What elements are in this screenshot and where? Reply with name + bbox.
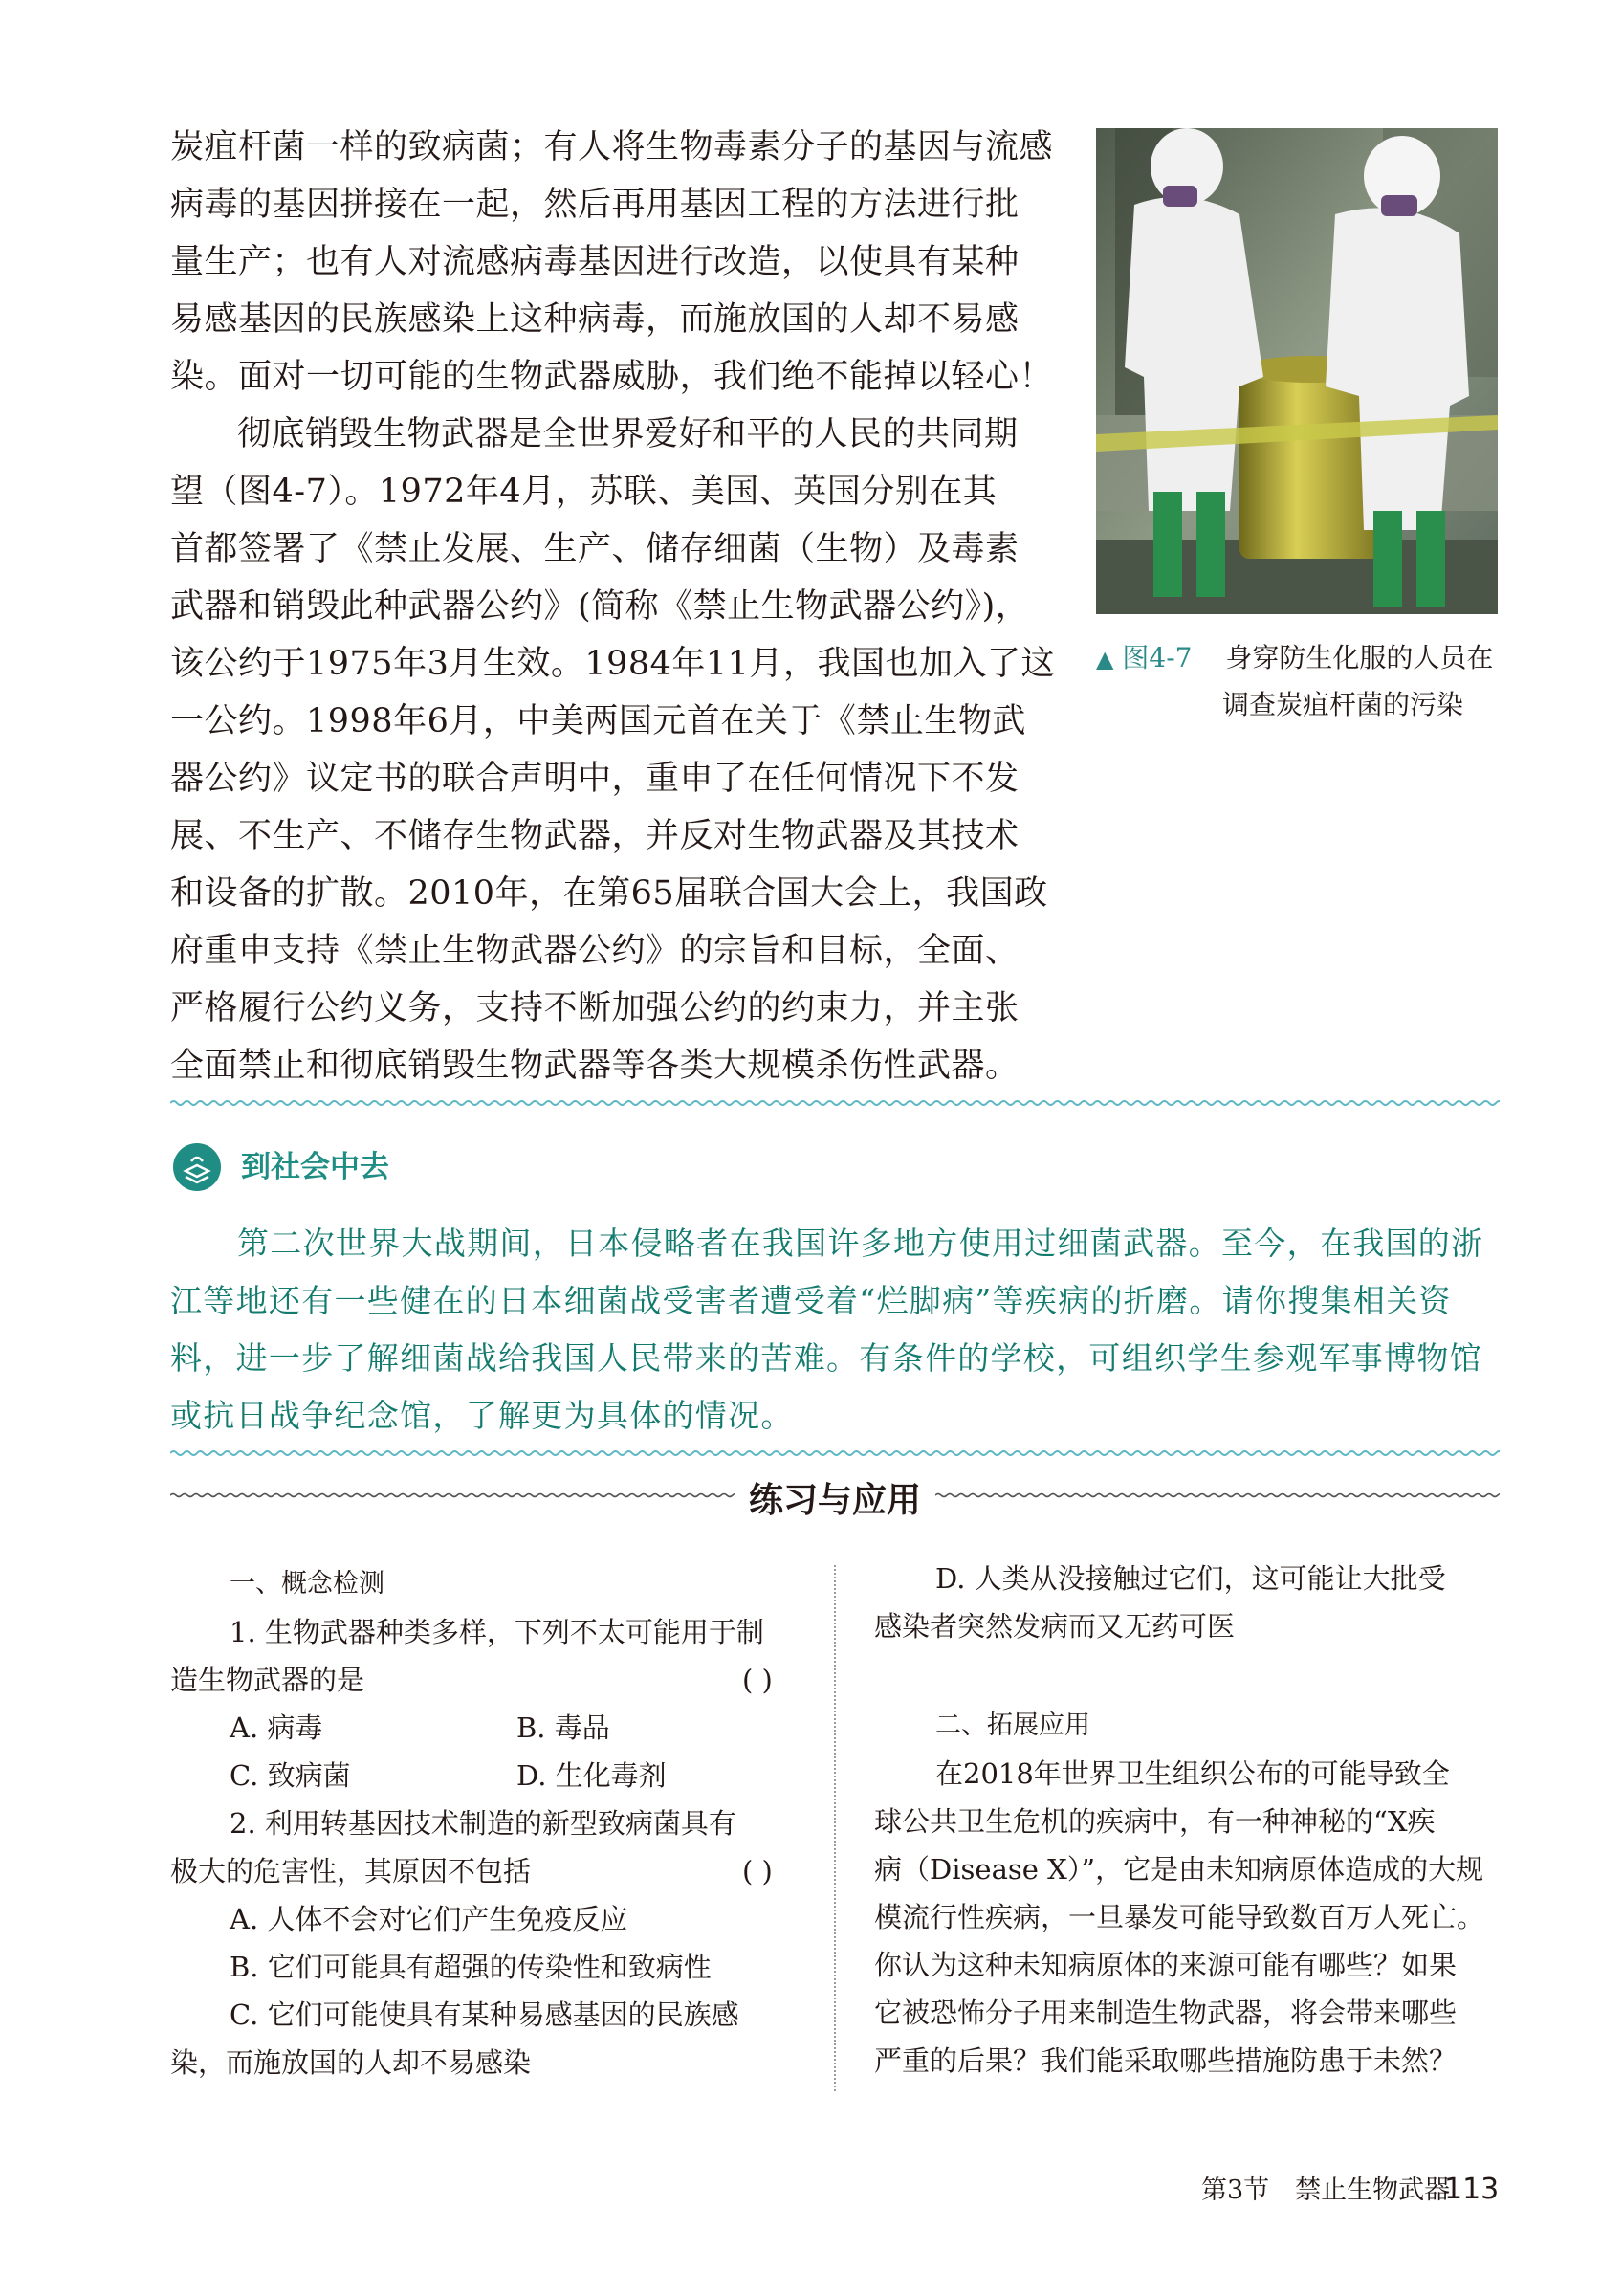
- column-divider: [834, 1565, 836, 2091]
- paragraph-line: 府重申支持《禁止生物武器公约》的宗旨和目标，全面、: [170, 932, 1020, 970]
- paragraph-line: 该公约于1975年3月生效。1984年11月，我国也加入了这: [170, 645, 1055, 683]
- paragraph-line: 炭疽杆菌一样的致病菌；有人将生物毒素分子的基因与流感: [170, 128, 1054, 166]
- title-rule-right: [935, 1489, 1500, 1502]
- q1-option-c: C. 致病菌: [230, 1759, 351, 1792]
- q1-option-a: A. 病毒: [230, 1711, 323, 1744]
- society-activity-icon: [172, 1142, 222, 1192]
- wavy-divider-bottom: [170, 1446, 1500, 1460]
- extension-line: 在2018年世界卫生组织公布的可能导致全: [935, 1757, 1450, 1790]
- extension-line: 你认为这种未知病原体的来源可能有哪些？如果: [874, 1949, 1458, 1981]
- q1-option-b: B. 毒品: [516, 1711, 610, 1744]
- caption-text: 身穿防生化服的人员在: [1225, 642, 1494, 673]
- question-1-cont: 造生物武器的是: [170, 1664, 365, 1696]
- answer-blank: ( ): [742, 1664, 773, 1696]
- extension-line: 病（Disease X）”，它是由未知病原体造成的大规: [874, 1853, 1484, 1886]
- question-1: 1. 生物武器种类多样，下列不太可能用于制: [230, 1616, 764, 1648]
- question-2-cont: 极大的危害性，其原因不包括: [170, 1855, 532, 1888]
- activity-line: 江等地还有一些健在的日本细菌战受害者遭受着“烂脚病”等疾病的折磨。请你搜集相关资: [170, 1282, 1452, 1319]
- activity-title: 到社会中去: [241, 1150, 389, 1184]
- paragraph-line: 和设备的扩散。2010年，在第65届联合国大会上，我国政: [170, 874, 1048, 913]
- section-heading-extension: 二、拓展应用: [935, 1711, 1090, 1740]
- paragraph-line: 严格履行公约义务，支持不断加强公约的约束力，并主张: [170, 989, 1020, 1027]
- paragraph-line: 病毒的基因拼接在一起，然后再用基因工程的方法进行批: [170, 186, 1020, 224]
- paragraph-line: 武器和销毁此种武器公约》(简称《禁止生物武器公约》)，: [170, 587, 1030, 626]
- figure-caption: [1096, 635, 1517, 728]
- paragraph-line: 首都签署了《禁止发展、生产、储存细菌（生物）及毒素: [170, 530, 1020, 568]
- extension-line: 球公共卫生危机的疾病中，有一种神秘的“X疾: [874, 1805, 1436, 1838]
- figure-number: 图4-7: [1122, 642, 1193, 673]
- paragraph-line: 望（图4-7）。1972年4月，苏联、美国、英国分别在其: [170, 473, 998, 511]
- footer-section-title: 第3节 禁止生物武器: [1201, 2175, 1451, 2205]
- extension-line: 严重的后果？我们能采取哪些措施防患于未然？: [874, 2044, 1458, 2077]
- q2-option-d-cont: 感染者突然发病而又无药可医: [874, 1610, 1236, 1643]
- triangle-icon: ▲: [1096, 646, 1114, 673]
- exercise-title: 练习与应用: [749, 1481, 922, 1520]
- q2-option-c: C. 它们可能使具有某种易感基因的民族感: [230, 1998, 739, 2031]
- activity-line: 料，进一步了解细菌战给我国人民带来的苦难。有条件的学校，可组织学生参观军事博物馆: [170, 1339, 1482, 1377]
- q2-option-d: D. 人类从没接触过它们，这可能让大批受: [935, 1562, 1446, 1595]
- caption-line-2: 调查炭疽杆菌的污染: [1222, 689, 1464, 720]
- caption-line-1: [1096, 635, 1517, 682]
- paragraph-line: 染。面对一切可能的生物武器威胁，我们绝不能掉以轻心！: [170, 358, 1054, 396]
- answer-blank: ( ): [742, 1855, 773, 1888]
- title-rule-left: [170, 1489, 735, 1502]
- extension-line: 模流行性疾病，一旦暴发可能导致数百万人死亡。: [874, 1901, 1485, 1933]
- activity-line: 或抗日战争纪念馆，了解更为具体的情况。: [170, 1397, 794, 1434]
- page-number: 113: [1444, 2173, 1500, 2206]
- paragraph-line: 一公约。1998年6月，中美两国元首在关于《禁止生物武: [170, 702, 1026, 740]
- wavy-divider-top: [170, 1096, 1500, 1110]
- q2-option-b: B. 它们可能具有超强的传染性和致病性: [230, 1951, 712, 1983]
- q2-option-c-cont: 染，而施放国的人却不易感染: [170, 2046, 532, 2079]
- extension-line: 它被恐怖分子用来制造生物武器，将会带来哪些: [874, 1997, 1458, 2029]
- question-2: 2. 利用转基因技术制造的新型致病菌具有: [230, 1807, 736, 1840]
- q2-option-a: A. 人体不会对它们产生免疫反应: [230, 1903, 628, 1935]
- figure-photo: [1096, 128, 1498, 614]
- paragraph-line: 全面禁止和彻底销毁生物武器等各类大规模杀伤性武器。: [170, 1047, 1020, 1085]
- section-heading-concept: 一、概念检测: [230, 1569, 384, 1599]
- q1-option-d: D. 生化毒剂: [516, 1759, 667, 1792]
- paragraph-line: 易感基因的民族感染上这种病毒，而施放国的人却不易感: [170, 300, 1020, 339]
- paragraph-line: 展、不生产、不储存生物武器，并反对生物武器及其技术: [170, 817, 1020, 855]
- hazmat-photo-illustration: [1096, 128, 1498, 614]
- activity-line: 第二次世界大战期间，日本侵略者在我国许多地方使用过细菌武器。至今，在我国的浙: [237, 1225, 1484, 1262]
- paragraph-line: 彻底销毁生物武器是全世界爱好和平的人民的共同期: [237, 415, 1019, 453]
- paragraph-line: 器公约》议定书的联合声明中，重申了在任何情况下不发: [170, 760, 1020, 798]
- paragraph-line: 量生产；也有人对流感病毒基因进行改造，以使具有某种: [170, 243, 1020, 281]
